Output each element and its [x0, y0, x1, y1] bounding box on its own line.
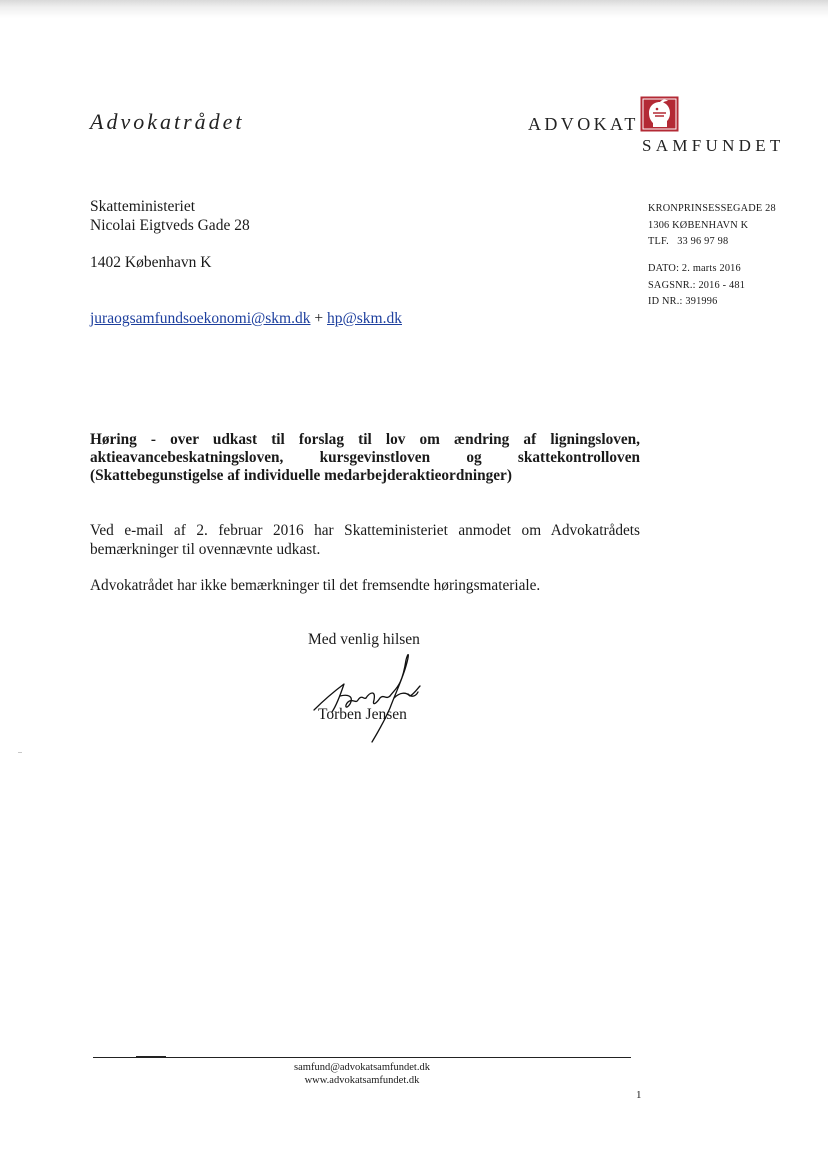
subject-line-3: (Skattebegunstigelse af individuelle medarbejderaktieordninger) [90, 467, 512, 484]
case-label: SAGSNR.: [648, 279, 696, 291]
footer-email: samfund@advokatsamfundet.dk [294, 1062, 430, 1073]
advokatsamfundet-wordmark-line2: SAMFUNDET [642, 136, 785, 155]
sender-address [648, 201, 776, 251]
body-paragraph-2: Advokatrådet har ikke bemærkninger til det fremsendte høringsmateriale. [90, 577, 541, 594]
id-label: ID NR.: [648, 296, 683, 307]
footer-divider-accent [136, 1056, 166, 1058]
advokatraadet-wordmark: Advokatrådet [90, 109, 245, 134]
date-label: DATO: [648, 263, 680, 274]
email-link-juraogsamfundsoekonomi[interactable]: juraogsamfundsoekonomi@skm.dk [90, 310, 311, 327]
footer-website: www.advokatsamfundet.dk [304, 1075, 420, 1086]
case-row [648, 278, 745, 295]
recipient-name: Skatteministeriet [90, 198, 196, 215]
recipient-city: 1402 København K [90, 254, 212, 271]
scan-edge-shadow [0, 0, 828, 18]
email-separator: + [314, 310, 324, 327]
subject-line-2: aktieavancebeskatningsloven, kursgevinstloven og skattekontrolloven [90, 449, 640, 466]
recipient-address [90, 197, 250, 235]
subject-heading [90, 431, 640, 485]
body-paragraph-1-line-2: bemærkninger til ovennævnte udkast. [90, 541, 321, 558]
body-paragraph-1-line-1: Ved e-mail af 2. februar 2016 har Skatteministeriet anmodet om Advokatrådets [90, 522, 640, 539]
sender-city: 1306 KØBENHAVN K [648, 219, 749, 231]
handwritten-signature [310, 648, 430, 744]
id-row [648, 294, 745, 311]
phone-label: TLF. [648, 236, 669, 247]
email-link-hp[interactable]: hp@skm.dk [327, 310, 402, 327]
body-paragraph-1 [90, 521, 640, 559]
signer-name: Torben Jensen [318, 706, 407, 723]
id-value: 391996 [685, 296, 718, 307]
advokatsamfundet-wordmark-line1: ADVOKAT [528, 114, 639, 134]
scan-speck [18, 752, 22, 753]
letter-metadata [648, 261, 745, 311]
footer-divider [93, 1057, 631, 1058]
phone-value: 33 96 97 98 [677, 236, 729, 247]
date-value: 2. marts 2016 [681, 263, 741, 274]
recipient-street: Nicolai Eigtveds Gade 28 [90, 217, 250, 234]
page-number: 1 [636, 1089, 642, 1101]
case-value: 2016 - 481 [698, 279, 746, 291]
knight-helmet-emblem-icon [640, 96, 679, 132]
subject-line-1: Høring - over udkast til forslag til lov om ændring af ligningsloven, [90, 431, 640, 448]
closing-greeting: Med venlig hilsen [308, 631, 420, 648]
sender-phone [648, 234, 776, 251]
recipient-emails [90, 310, 402, 328]
date-row [648, 261, 745, 278]
sender-street: KRONPRINSESSEGADE 28 [648, 203, 776, 214]
